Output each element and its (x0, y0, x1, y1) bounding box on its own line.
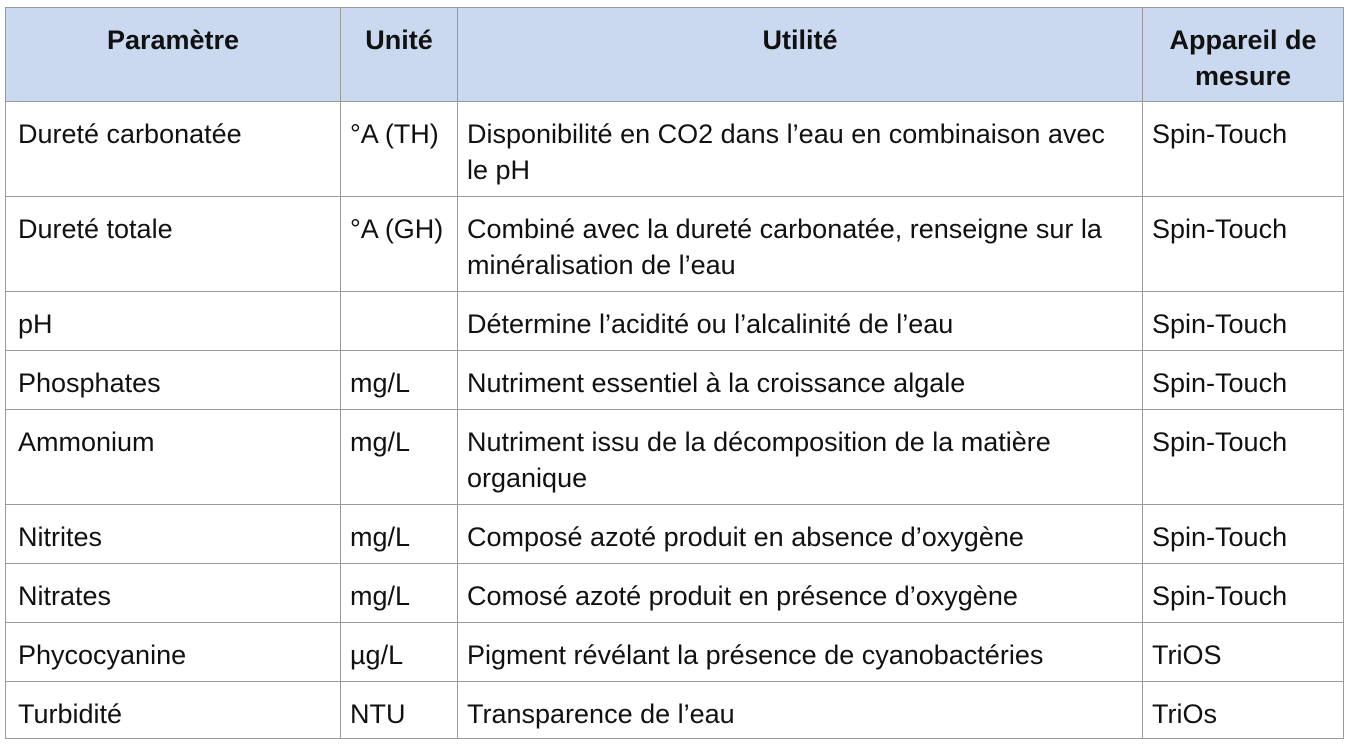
cell-appareil: Spin-Touch (1143, 102, 1344, 197)
cell-appareil: Spin-Touch (1143, 564, 1344, 623)
cell-parametre: Nitrates (6, 564, 341, 623)
cell-utilite: Nutriment issu de la décomposition de la matière organique (458, 410, 1143, 505)
cell-appareil: Spin-Touch (1143, 292, 1344, 351)
table-row (6, 197, 1344, 292)
cell-parametre: Dureté totale (6, 197, 341, 292)
cell-utilite: Disponibilité en CO2 dans l’eau en combinaison avec le pH (458, 102, 1143, 197)
cell-unite: mg/L (341, 351, 458, 410)
cell-appareil: Spin-Touch (1143, 410, 1344, 505)
cell-utilite: Transparence de l’eau (458, 682, 1143, 739)
cell-appareil: Spin-Touch (1143, 351, 1344, 410)
cell-parametre: Phosphates (6, 351, 341, 410)
cell-unite: mg/L (341, 505, 458, 564)
cell-unite: mg/L (341, 410, 458, 505)
table-body (6, 102, 1344, 739)
cell-parametre: Phycocyanine (6, 623, 341, 682)
cell-utilite: Pigment révélant la présence de cyanobactéries (458, 623, 1143, 682)
table-row (6, 410, 1344, 505)
table-row (6, 505, 1344, 564)
cell-parametre: pH (6, 292, 341, 351)
cell-parametre: Turbidité (6, 682, 341, 739)
header-row (6, 8, 1344, 102)
cell-parametre: Nitrites (6, 505, 341, 564)
table-row (6, 102, 1344, 197)
table-row (6, 682, 1344, 739)
table-row (6, 623, 1344, 682)
cell-appareil: TriOs (1143, 682, 1344, 739)
cell-unite: NTU (341, 682, 458, 739)
header-utilite: Utilité (458, 8, 1143, 102)
header-parametre: Paramètre (6, 8, 341, 102)
cell-utilite: Composé azoté produit en absence d’oxygène (458, 505, 1143, 564)
cell-parametre: Ammonium (6, 410, 341, 505)
table-row (6, 292, 1344, 351)
cell-unite: µg/L (341, 623, 458, 682)
cell-parametre: Dureté carbonatée (6, 102, 341, 197)
cell-utilite: Nutriment essentiel à la croissance algale (458, 351, 1143, 410)
cell-appareil: Spin-Touch (1143, 197, 1344, 292)
cell-unite: °A (GH) (341, 197, 458, 292)
cell-utilite: Combiné avec la dureté carbonatée, renseigne sur la minéralisation de l’eau (458, 197, 1143, 292)
header-unite: Unité (341, 8, 458, 102)
cell-appareil: Spin-Touch (1143, 505, 1344, 564)
cell-unite (341, 292, 458, 351)
cell-unite: mg/L (341, 564, 458, 623)
table-row (6, 351, 1344, 410)
cell-appareil: TriOS (1143, 623, 1344, 682)
cell-utilite: Détermine l’acidité ou l’alcalinité de l’eau (458, 292, 1143, 351)
table-row (6, 564, 1344, 623)
cell-utilite: Comosé azoté produit en présence d’oxygène (458, 564, 1143, 623)
parameters-table (5, 7, 1344, 739)
table-header (6, 8, 1344, 102)
cell-unite: °A (TH) (341, 102, 458, 197)
header-appareil: Appareil de mesure (1143, 8, 1344, 102)
